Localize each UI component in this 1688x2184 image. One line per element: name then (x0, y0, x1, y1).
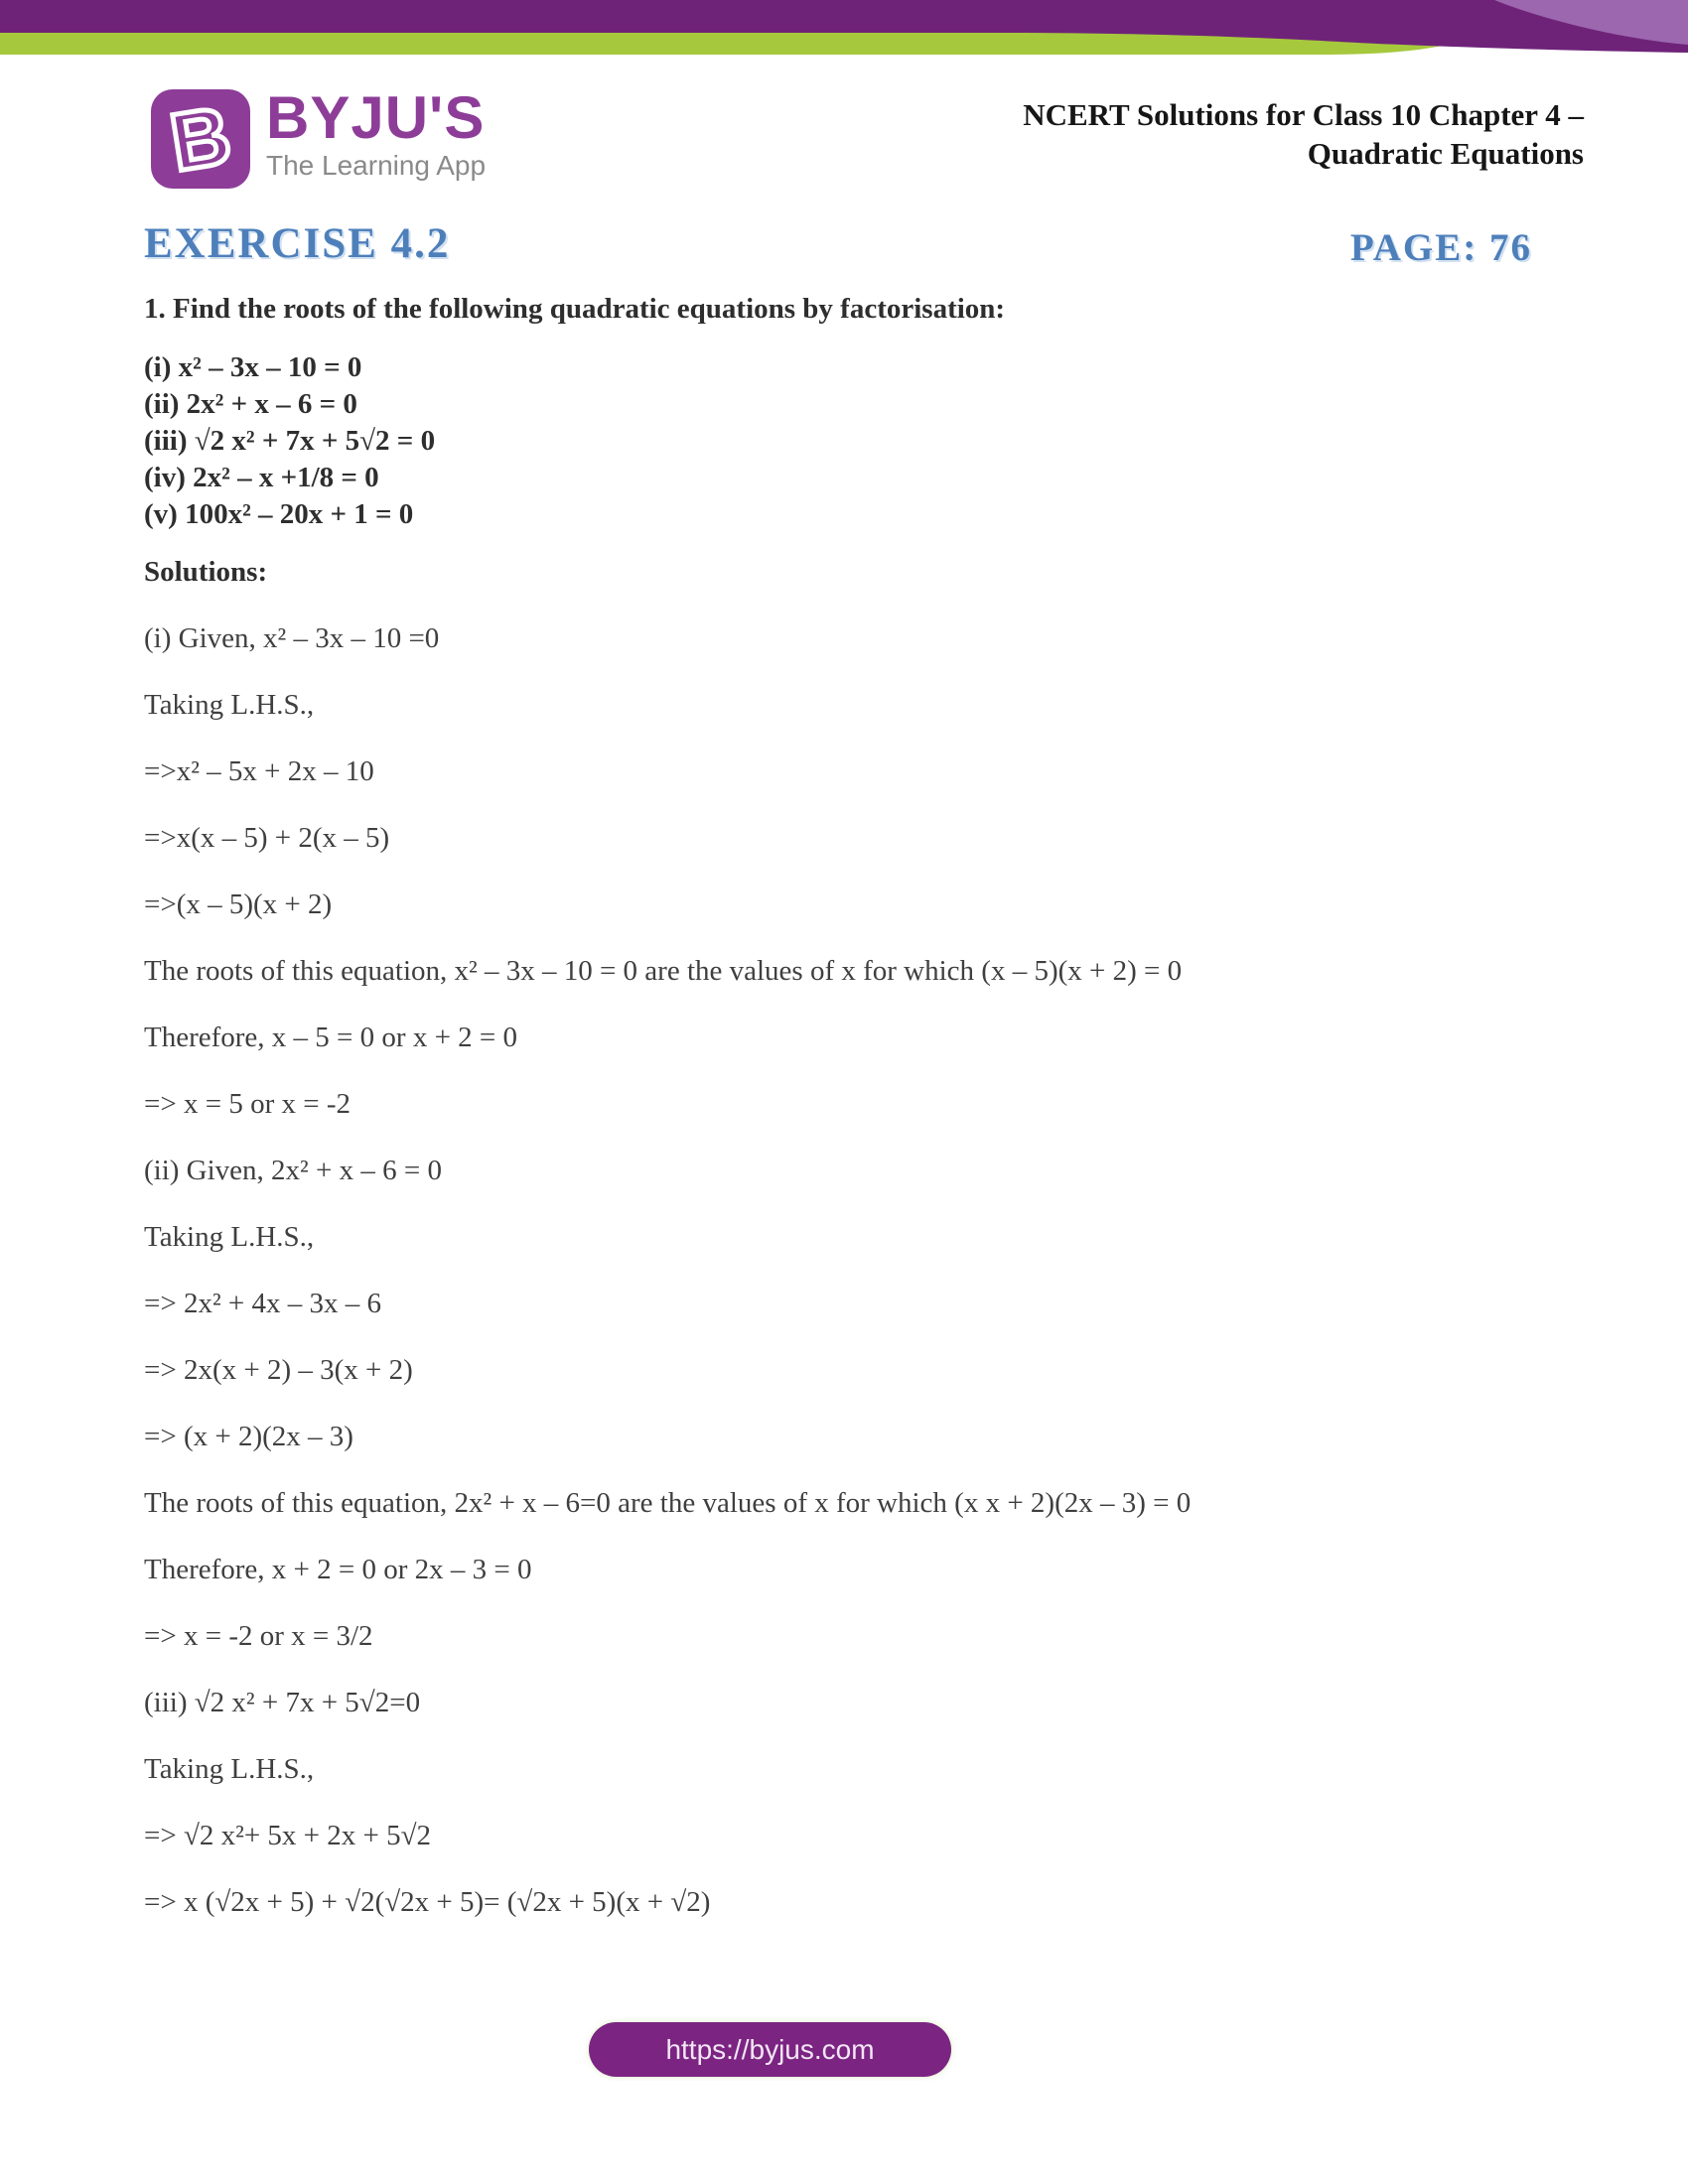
svg-text:B: B (164, 89, 237, 190)
doc-title-line-1: NCERT Solutions for Class 10 Chapter 4 – (1023, 97, 1584, 132)
doc-title (829, 95, 1584, 173)
solution-step: =>x² – 5x + 2x – 10 (144, 755, 374, 787)
equation-line: (i) x² – 3x – 10 = 0 (144, 351, 362, 383)
logo-tagline: The Learning App (266, 150, 487, 181)
equation-line: (iv) 2x² – x +1/8 = 0 (144, 462, 379, 493)
exercise-heading: EXERCISE 4.2 (144, 220, 451, 267)
solution-step: (ii) Given, 2x² + x – 6 = 0 (144, 1155, 442, 1186)
solution-step: The roots of this equation, 2x² + x – 6=0 are the values of x for which (x x + 2)(2x – 3) = 0 (144, 1487, 1192, 1519)
solution-step: => √2 x²+ 5x + 2x + 5√2 (144, 1820, 432, 1851)
solution-step: Taking L.H.S., (144, 1221, 315, 1253)
solution-step: Therefore, x + 2 = 0 or 2x – 3 = 0 (144, 1554, 532, 1585)
solution-step: =>(x – 5)(x + 2) (144, 888, 333, 920)
page-number: PAGE: 76 (1349, 226, 1532, 269)
solution-step: =>x(x – 5) + 2(x – 5) (144, 822, 390, 854)
solution-step: (i) Given, x² – 3x – 10 =0 (144, 622, 440, 654)
doc-title-line-2: Quadratic Equations (1307, 136, 1584, 171)
question-heading: 1. Find the roots of the following quadratic equations by factorisation: (144, 293, 1006, 325)
logo-text: BYJU'S (266, 84, 486, 151)
solution-step: Taking L.H.S., (144, 1753, 315, 1785)
solution-step: => 2x² + 4x – 3x – 6 (144, 1288, 382, 1319)
brand-logo (149, 84, 487, 191)
solution-step: The roots of this equation, x² – 3x – 10 = 0 are the values of x for which (x – 5)(x + 2) = 0 (144, 955, 1183, 987)
solution-step: => (x + 2)(2x – 3) (144, 1421, 353, 1452)
equation-line: (iii) √2 x² + 7x + 5√2 = 0 (144, 425, 436, 457)
solution-step: (iii) √2 x² + 7x + 5√2=0 (144, 1687, 421, 1718)
equation-line: (v) 100x² – 20x + 1 = 0 (144, 498, 414, 530)
equation-list (144, 349, 1584, 533)
solution-step: Taking L.H.S., (144, 689, 315, 721)
equation-line: (ii) 2x² + x – 6 = 0 (144, 388, 357, 420)
solution-steps (144, 622, 1604, 1919)
byjus-link-button[interactable] (589, 2022, 951, 2077)
solutions-heading: Solutions: (144, 556, 268, 588)
byjus-b-icon (149, 87, 252, 191)
solution-step: Therefore, x – 5 = 0 or x + 2 = 0 (144, 1022, 518, 1053)
solution-step: => x = -2 or x = 3/2 (144, 1620, 373, 1652)
logo-text-block (266, 84, 487, 183)
solution-step: => x = 5 or x = -2 (144, 1088, 351, 1120)
byjus-link-label: https://byjus.com (665, 2033, 875, 2065)
solution-step: => 2x(x + 2) – 3(x + 2) (144, 1354, 413, 1386)
solution-step: => x (√2x + 5) + √2(√2x + 5)= (√2x + 5)(x + √2) (144, 1886, 711, 1918)
solution-section (144, 556, 1604, 1953)
